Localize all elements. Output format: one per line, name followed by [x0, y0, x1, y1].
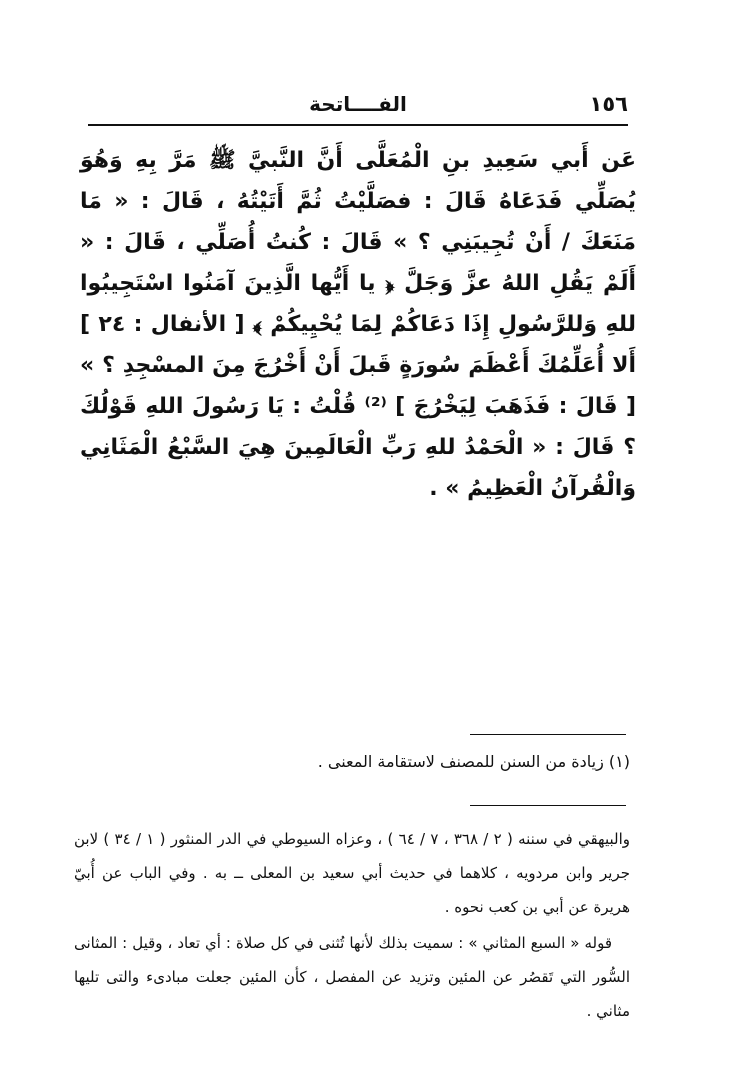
page-header [88, 92, 628, 120]
footnote-2-commentary: قوله « السبع المثاني » : سميت بذلك لأنها تُثنى في كل صلاة : أي تعاد ، وقيل : المثانى السُّور التي تَقصُر عن المئين وتزيد عن المفصل ، كأن المئين جعلت مبادىء والتى تليها مثاني . [74, 934, 630, 1020]
running-title: الفــــاتحة [309, 92, 407, 116]
footnote-2-paragraph: والبيهقي في سننه ( ٢ / ٣٦٨ ، ٧ / ٦٤ ) ، وعزاه السيوطي في الدر المنثور ( ١ / ٣٤ ) لابن جرير وابن مردويه ، كلاهما في حديث أبي سعيد بن المعلى ــ به . وفي الباب عن أُبيّ هريرة عن أبي بن كعب نحوه . [74, 830, 630, 916]
footnote-divider [470, 734, 626, 735]
footnote-2 [74, 822, 630, 1028]
hadith-paragraph: عَن أَبي سَعِيدِ بنِ الْمُعَلَّى أَنَّ النَّبيَّ ﷺ مَرَّ بِهِ وَهُوَ يُصَلِّي فَدَعَاهُ قَالَ : فصَلَّيْتُ ثُمَّ أَتَيْتُهُ ، قَالَ : « مَا مَنَعَكَ / أَنْ تُجِيبَنِي ؟ » قَالَ : كُنتُ أُصَلِّي ، قَالَ : « أَلَمْ يَقُلِ اللهُ عزَّ وَجَلَّ ﴿ يا أَيُّها الَّذِينَ آمَنُوا اسْتَجِيبُوا للهِ وَللرَّسُولِ إِذَا دَعَاكُمْ لِمَا يُحْيِيكُمْ ﴾ [ الأنفال : ٢٤ ] أَلا أُعَلِّمُكَ أَعْظَمَ سُورَةٍ قَبلَ أَنْ أَخْرُجَ مِنَ المسْجِدِ ؟ » [ قَالَ : فَذَهَبَ لِيَخْرُجَ ] ⁽²⁾ قُلْتُ : يَا رَسُولَ اللهِ قَوْلُكَ ؟ قَالَ : « الْحَمْدُ للهِ رَبِّ الْعَالَمِينَ هِيَ السَّبْعُ الْمَثَانِي وَالْقُرآنُ الْعَظِيمُ » . [80, 148, 637, 501]
hadith-text [80, 140, 636, 509]
footnote-1: (١) زيادة من السنن للمصنف لاستقامة المعنى . [317, 752, 630, 771]
footnote-divider [470, 805, 626, 806]
page-number: ١٥٦ [589, 92, 628, 116]
header-rule [88, 124, 628, 126]
